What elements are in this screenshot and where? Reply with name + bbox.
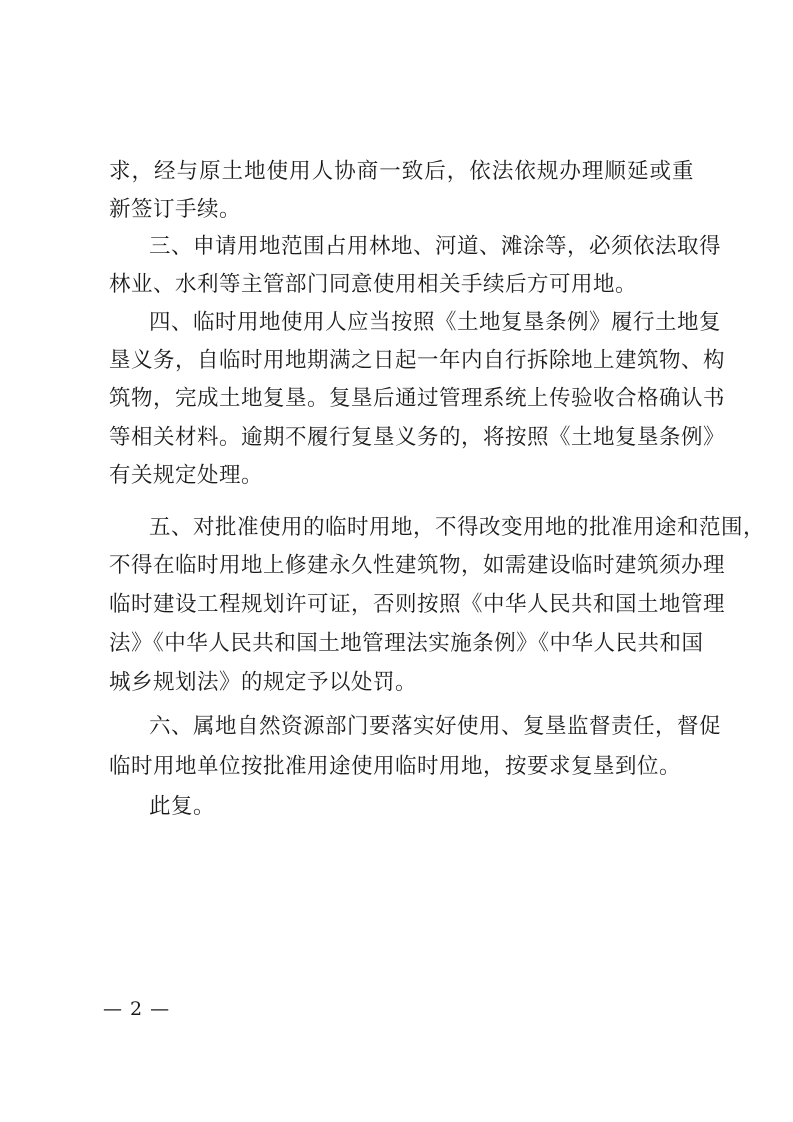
paragraph-item-6-line-1: 六、属地自然资源部门要落实好使用、复垦监督责任，督促: [149, 714, 722, 739]
paragraph-item-5-line-4: 法》《中华人民共和国土地管理法实施条例》《中华人民共和国: [109, 631, 704, 656]
paragraph-closing: 此复。: [149, 794, 216, 819]
paragraph-continuation-line-1: 求，经与原土地使用人协商一致后，依法依规办理顺延或重: [109, 159, 694, 184]
paragraph-item-4-line-3: 筑物，完成土地复垦。复垦后通过管理系统上传验收合格确认书: [109, 386, 726, 411]
paragraph-item-3-line-1: 三、申请用地范围占用林地、河道、滩涂等，必须依法取得: [149, 234, 722, 259]
paragraph-item-3-line-2: 林业、水利等主管部门同意使用相关手续后方可用地。: [109, 272, 638, 297]
paragraph-item-6-line-2: 临时用地单位按批准用途使用临时用地，按要求复垦到位。: [109, 754, 682, 779]
paragraph-item-4-line-5: 有关规定处理。: [109, 463, 264, 488]
paragraph-item-5-line-2: 不得在临时用地上修建永久性建筑物，如需建设临时建筑须办理: [109, 553, 726, 578]
paragraph-item-5-line-3: 临时建设工程规划许可证，否则按照《中华人民共和国土地管理: [109, 592, 726, 617]
page-number: — 2 —: [103, 998, 171, 1020]
paragraph-continuation-line-2: 新签订手续。: [109, 197, 242, 222]
paragraph-item-4-line-2: 垦义务，自临时用地期满之日起一年内自行拆除地上建筑物、构: [109, 348, 726, 373]
paragraph-item-5-line-1: 五、对批准使用的临时用地，不得改变用地的批准用途和范围，: [149, 515, 766, 540]
paragraph-item-5-line-5: 城乡规划法》的规定予以处罚。: [109, 670, 418, 695]
paragraph-item-4-line-1: 四、临时用地使用人应当按照《土地复垦条例》履行土地复: [149, 310, 722, 335]
paragraph-item-4-line-4: 等相关材料。逾期不履行复垦义务的，将按照《土地复垦条例》: [109, 425, 726, 450]
